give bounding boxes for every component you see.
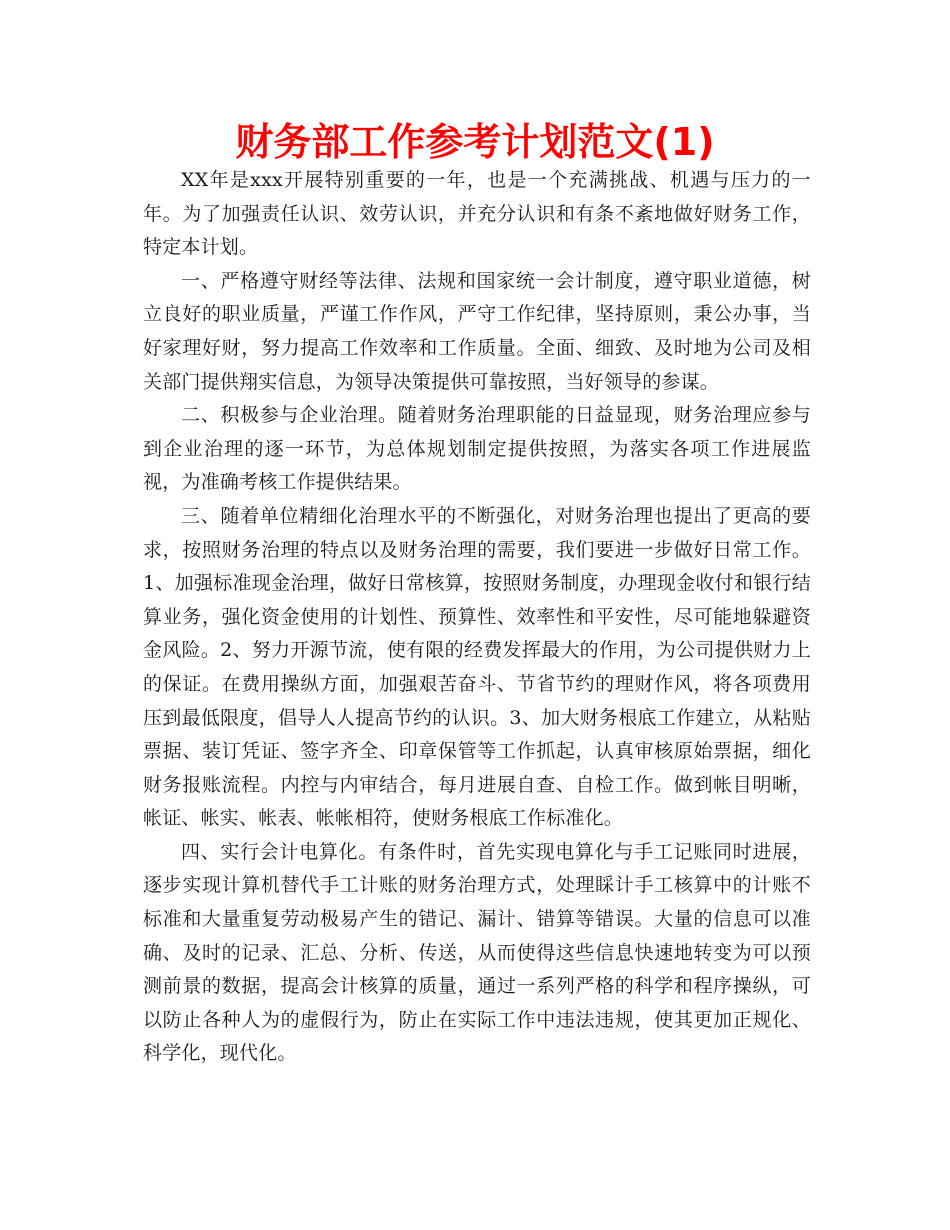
paragraph-section-1: 一、严格遵守财经等法律、法规和国家统一会计制度，遵守职业道德，树立良好的职业质量，严谨工作作风，严守工作纪律，坚持原则，秉公办事，当好家理好财，努力提高工作效率和工作质量。全面、细致、及时地为公司及相关部门提供翔实信息，为领导决策提供可靠按照，当好领导的参谋。: [143, 269, 811, 393]
paragraph-section-3: 三、随着单位精细化治理水平的不断强化，对财务治理也提出了更高的要求，按照财务治理的特点以及财务治理的需要，我们要进一步做好日常工作。1、加强标准现金治理，做好日常核算，按照财务制度，办理现金收付和银行结算业务，强化资金使用的计划性、预算性、效率性和平安性，尽可能地躲避资金风险。2、努力开源节流，使有限的经费发挥最大的作用，为公司提供财力上的保证。在费用操纵方面，加强艰苦奋斗、节省节约的理财作风，将各项费用压到最低限度，倡导人人提高节约的认识。3、加大财务根底工作建立，从粘贴票据、装订凭证、签字齐全、印章保管等工作抓起，认真审核原始票据，细化财务报账流程。内控与内审结合，每月进展自查、自检工作。做到帐目明晰，帐证、帐实、帐表、帐帐相符，使财务根底工作标准化。: [143, 504, 811, 830]
paragraph-intro: XX年是xxx开展特别重要的一年，也是一个充满挑战、机遇与压力的一年。为了加强责任认识、效劳认识，并充分认识和有条不紊地做好财务工作，特定本计划。: [143, 169, 811, 259]
paragraph-section-4: 四、实行会计电算化。有条件时，首先实现电算化与手工记账同时进展，逐步实现计算机替代手工计账的财务治理方式，处理睬计手工核算中的计账不标准和大量重复劳动极易产生的错记、漏计、错算等错误。大量的信息可以准确、及时的记录、汇总、分析、传送，从而使得这些信息快速地转变为可以预测前景的数据，提高会计核算的质量，通过一系列严格的科学和程序操纵，可以防止各种人为的虚假行为，防止在实际工作中违法违规，使其更加正规化、科学化，现代化。: [143, 840, 811, 1065]
document-title: 财务部工作参考计划范文(1): [235, 120, 715, 164]
document-body: [143, 164, 811, 1071]
paragraph-section-2: 二、积极参与企业治理。随着财务治理职能的日益显现，财务治理应参与到企业治理的逐一环节，为总体规划制定提供按照，为落实各项工作进展监视，为准确考核工作提供结果。: [143, 404, 811, 494]
